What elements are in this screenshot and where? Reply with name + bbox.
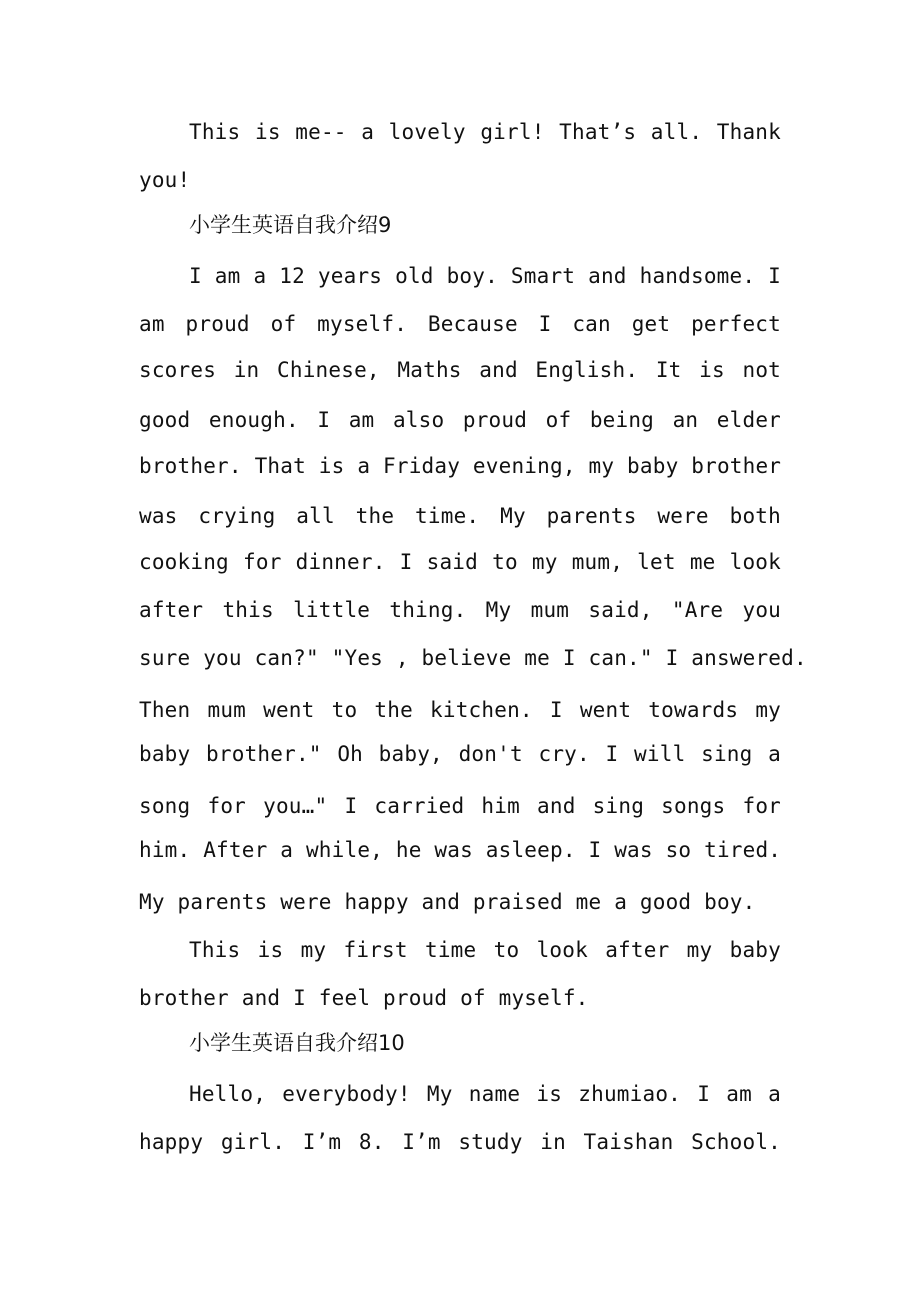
paragraph-line: song for you…" I carried him and sing songs for <box>139 794 781 818</box>
paragraph-line: brother and I feel proud of myself. <box>139 986 589 1010</box>
paragraph-line: was crying all the time. My parents were both <box>139 504 781 528</box>
paragraph-line: happy girl. I’m 8. I’m study in Taishan School. <box>139 1130 781 1154</box>
paragraph-line: This is me-- a lovely girl! That’s all. Thank <box>189 120 781 144</box>
paragraph-line: baby brother." Oh baby, don't cry. I will sing a <box>139 742 781 766</box>
paragraph-line: after this little thing. My mum said, "Are you <box>139 598 781 622</box>
paragraph-line: I am a 12 years old boy. Smart and handsome. I <box>189 264 781 288</box>
paragraph-line: cooking for dinner. I said to my mum, let me look <box>139 550 781 574</box>
paragraph-line: Then mum went to the kitchen. I went towards my <box>139 698 781 722</box>
paragraph-line: him. After a while, he was asleep. I was so tired. <box>139 838 782 862</box>
paragraph-line: good enough. I am also proud of being an elder <box>139 408 781 432</box>
paragraph-line: sure you can?" "Yes , believe me I can." I answered. <box>139 646 807 670</box>
paragraph-line: Hello, everybody! My name is zhumiao. I am a <box>189 1082 781 1106</box>
paragraph-line: This is my first time to look after my baby <box>189 938 781 962</box>
section-heading-9: 小学生英语自我介绍9 <box>189 213 392 237</box>
section-heading-10: 小学生英语自我介绍10 <box>189 1031 405 1055</box>
paragraph-line: scores in Chinese, Maths and English. It is not <box>139 358 781 382</box>
paragraph-line: you! <box>139 168 191 192</box>
paragraph-line: My parents were happy and praised me a good boy. <box>139 890 756 914</box>
paragraph-line: am proud of myself. Because I can get perfect <box>139 312 781 336</box>
paragraph-line: brother. That is a Friday evening, my baby brother <box>139 454 782 478</box>
